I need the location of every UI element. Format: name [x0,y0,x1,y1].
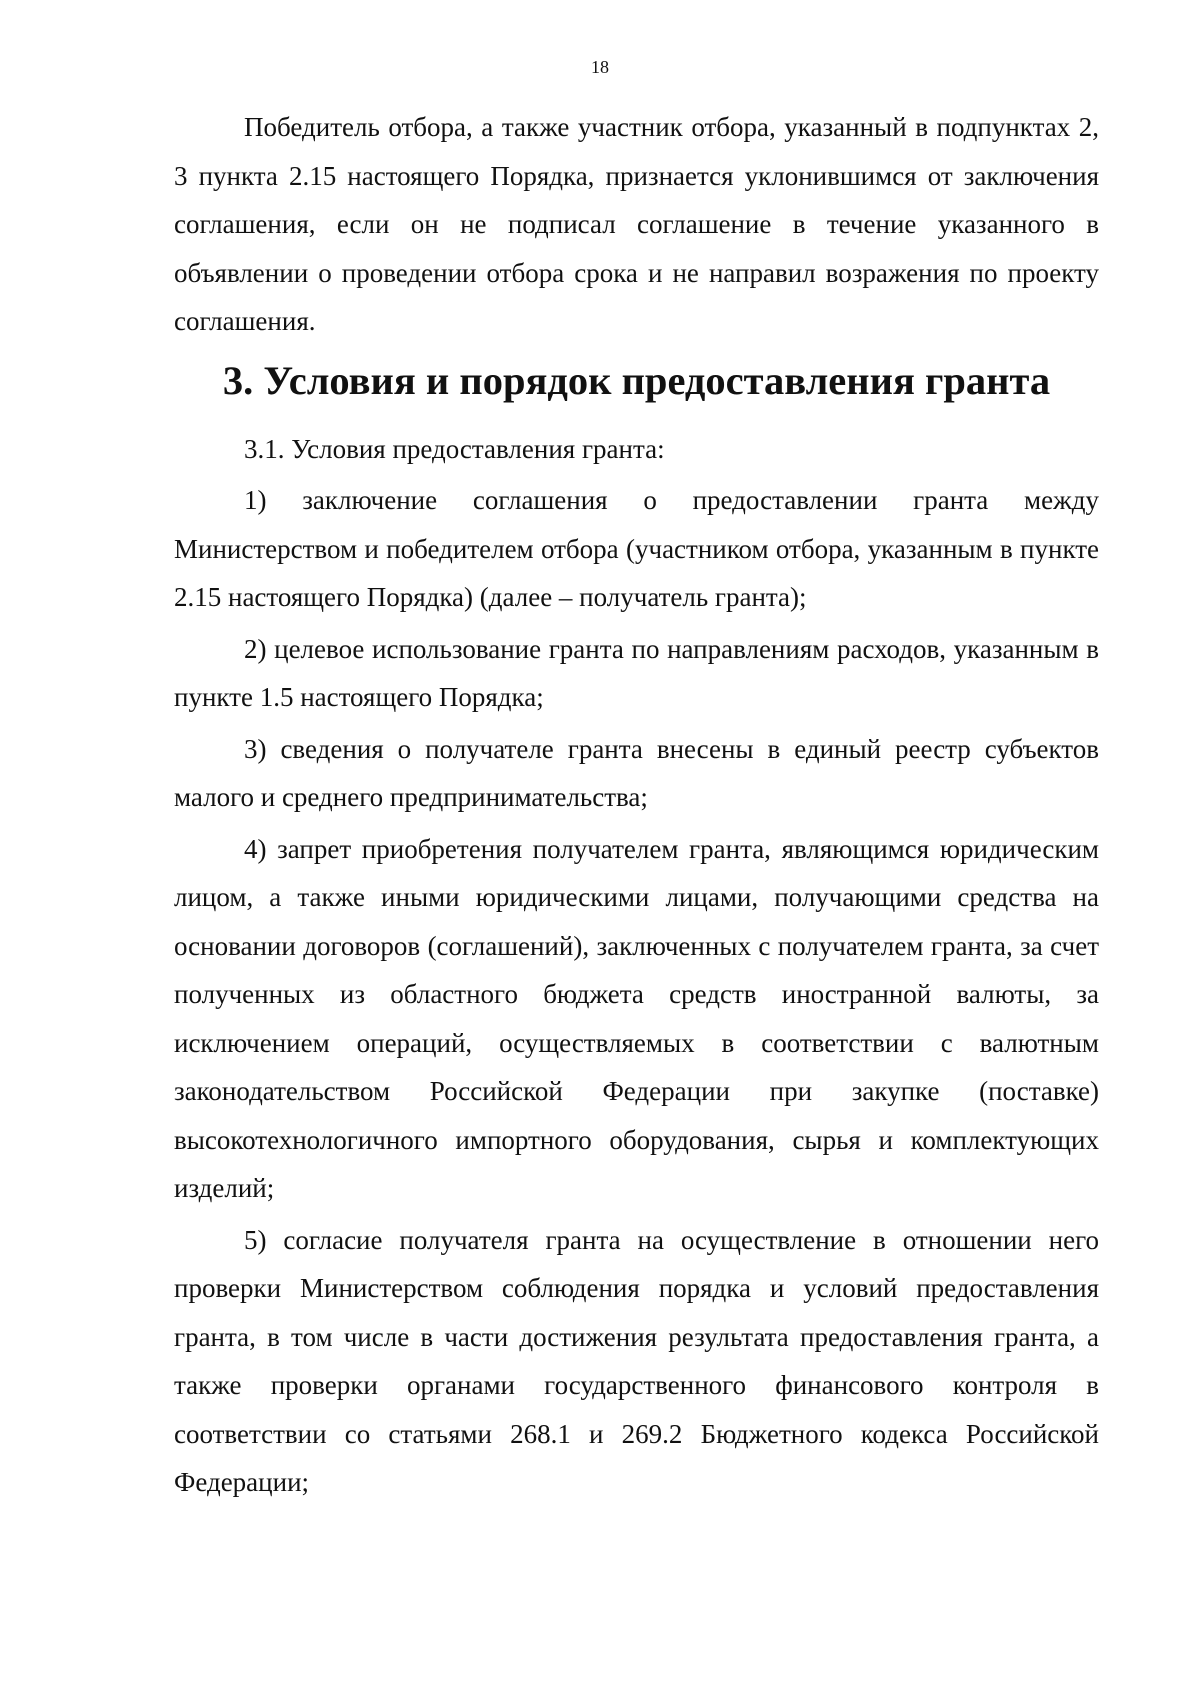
list-item-2: 2) целевое использование гранта по направлениям расходов, указанным в пункте 1.5 настоящего Порядка; [174,633,1099,712]
paragraph-3-1: 3.1. Условия предоставления гранта: [244,433,665,464]
page-number: 18 [591,57,609,77]
list-item-5: 5) согласие получателя гранта на осуществление в отношении него проверки Министерством соблюдения порядка и условий предоставления гранта, в том числе в части достижения результата предоставления гранта, а также проверки органами государственного финансового контроля в соответствии со статьями 268.1 и 269.2 Бюджетного кодекса Российской Федерации; [174,1224,1099,1497]
list-item-4: 4) запрет приобретения получателем гранта, являющимся юридическим лицом, а также иными юридическими лицами, получающими средства на основании договоров (соглашений), заключенных с получателем гранта, за счет полученных из областного бюджета средств иностранной валюты, за исключением операций, осуществляемых в соответствии с валютным законодательством Российской Федерации при закупке (поставке) высокотехнологичного импортного оборудования, сырья и комплектующих изделий; [174,833,1099,1203]
list-item-3: 3) сведения о получателе гранта внесены в единый реестр субъектов малого и среднего предпринимательства; [174,733,1099,812]
list-item-1: 1) заключение соглашения о предоставлении гранта между Министерством и победителем отбора (участником отбора, указанным в пункте 2.15 настоящего Порядка) (далее – получатель гранта); [174,485,1099,612]
document-body [174,103,1099,1510]
section-heading: 3. Условия и порядок предоставления гранта [222,357,1051,403]
paragraph-evasion-of-agreement: Победитель отбора, а также участник отбора, указанный в подпунктах 2, 3 пункта 2.15 настоящего Порядка, признается уклонившимся от заключения соглашения, если он не подписал соглашение в течение указанного в объявлении о проведении отбора срока и не направил возражения по проекту соглашения. [174,112,1099,336]
